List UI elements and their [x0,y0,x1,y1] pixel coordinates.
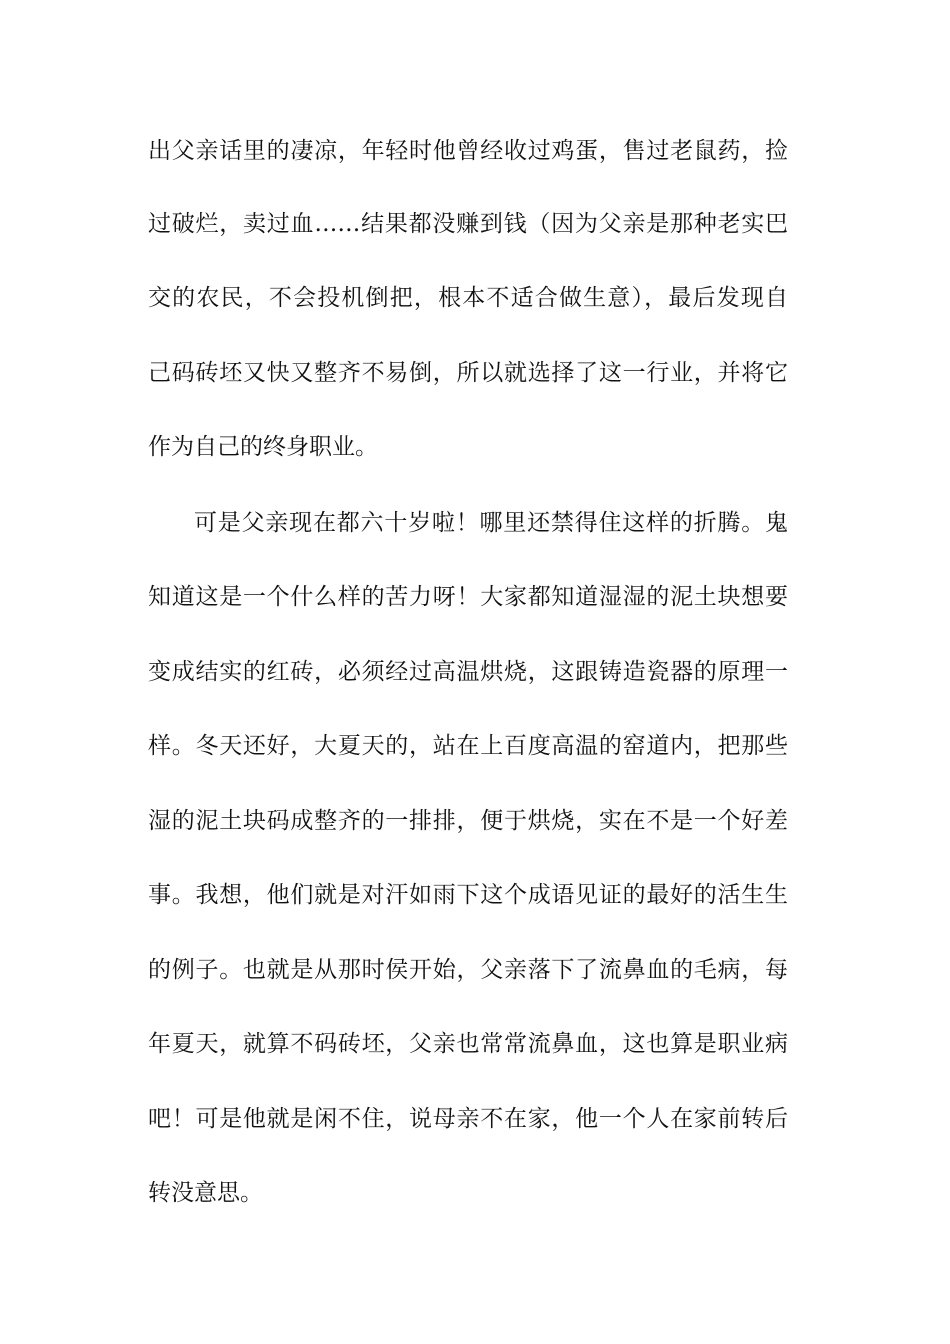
text-line: 出父亲话里的凄凉，年轻时他曾经收过鸡蛋，售过老鼠药，捡 [148,138,788,164]
text-line: 可是父亲现在都六十岁啦！哪里还禁得住这样的折腾。鬼 [194,510,788,536]
text-line: 样。冬天还好，大夏天的，站在上百度高温的窑道内，把那些 [148,733,788,759]
text-line: 湿的泥土块码成整齐的一排排，便于烘烧，实在不是一个好差 [148,808,788,834]
text-line: 己码砖坯又快又整齐不易倒，所以就选择了这一行业，并将它 [148,360,788,386]
text-line: 变成结实的红砖，必须经过高温烘烧，这跟铸造瓷器的原理一 [148,659,788,685]
text-line: 年夏天，就算不码砖坯，父亲也常常流鼻血，这也算是职业病 [148,1031,788,1057]
text-line: 知道这是一个什么样的苦力呀！大家都知道湿湿的泥土块想要 [148,584,788,610]
text-line: 交的农民，不会投机倒把，根本不适合做生意），最后发现自 [148,285,788,311]
text-line: 事。我想，他们就是对汗如雨下这个成语见证的最好的活生生 [148,882,788,908]
text-line: 吧！可是他就是闲不住，说母亲不在家，他一个人在家前转后 [148,1106,788,1132]
text-line: 作为自己的终身职业。 [148,434,378,460]
text-line: 过破烂，卖过血……结果都没赚到钱（因为父亲是那种老实巴 [148,211,788,237]
text-line: 转没意思。 [148,1180,263,1206]
text-line: 的例子。也就是从那时侯开始，父亲落下了流鼻血的毛病，每 [148,957,788,983]
